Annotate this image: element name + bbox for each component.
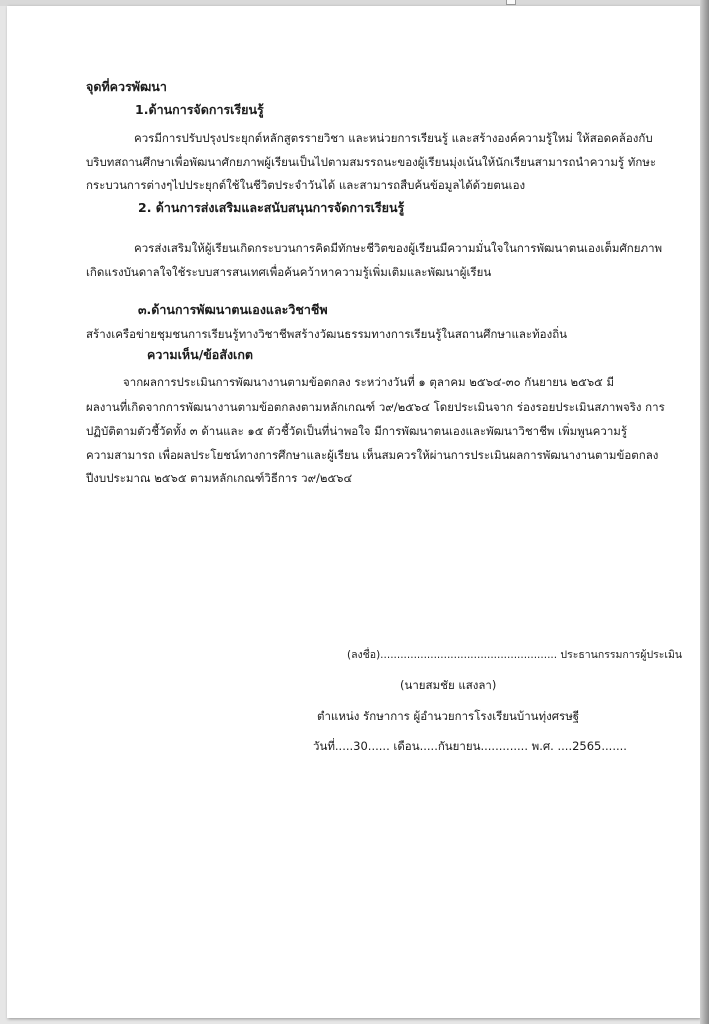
section2-title: 2. ด้านการส่งเสริมและสนับสนุนการจัดการเรียนรู้ xyxy=(138,200,405,215)
opinion-title: ความเห็น/ข้อสังเกต xyxy=(147,347,254,362)
section1-line-1: ควรมีการปรับปรุงประยุกต์หลักสูตรรายวิชา และหน่วยการเรียนรู้ และสร้างองค์ความรู้ใหม่ ให้สอดคล้องกับ xyxy=(134,131,653,145)
section3-line-1: สร้างเครือข่ายชุมชนการเรียนรู้ทางวิชาชีพสร้างวัฒนธรรมทางการเรียนรู้ในสถานศึกษาและท้องถิ่น xyxy=(86,327,568,341)
opinion-line-1: จากผลการประเมินการพัฒนางานตามข้อตกลง ระหว่างวันที่ ๑ ตุลาคม ๒๕๖๔-๓๐ กันยายน ๒๕๖๕ มี xyxy=(123,375,615,389)
section1-line-2: บริบทสถานศึกษาเพื่อพัฒนาศักยภาพผู้เรียนเป็นไปตามสมรรถนะของผู้เรียนมุ่งเน้นให้นักเรียนสามารถนำความรู้ ทักษะ xyxy=(86,155,657,169)
signer-name: (นายสมชัย แสงลา) xyxy=(400,678,497,692)
signature-date: วันที่.....30...... เดือน.....กันยายน............. พ.ศ. ....2565....... xyxy=(313,739,627,753)
opinion-line-4: ความสามารถ เพื่อผลประโยชน์ทางการศึกษาและผู้เรียน เห็นสมควรให้ผ่านการประเมินผลการพัฒนางานตามข้อตกลง xyxy=(86,448,659,462)
signature-line: (ลงชื่อ)..................................................... ประธานกรรมการผู้ประเมิน xyxy=(347,649,683,661)
section2-line-1: ควรส่งเสริมให้ผู้เรียนเกิดกระบวนการคิดมีทักษะชีวิตของผู้เรียนมีความมั่นใจในการพัฒนาตนเองเต็มศักยภาพ xyxy=(134,241,663,255)
opinion-line-3: ปฏิบัติตามตัวชี้วัดทั้ง ๓ ด้านและ ๑๕ ตัวชี้วัดเป็นที่น่าพอใจ มีการพัฒนาตนเองและพัฒนาวิชาชีพ เพิ่มพูนความรู้ xyxy=(86,424,628,438)
heading: จุดที่ควรพัฒนา xyxy=(86,79,167,94)
opinion-line-5: ปีงบประมาณ ๒๕๖๕ ตามหลักเกณฑ์วิธีการ ว๙/๒๕๖๔ xyxy=(86,471,353,485)
section3-title: ๓.ด้านการพัฒนาตนเองและวิชาชีพ xyxy=(138,302,328,317)
document-page xyxy=(7,6,700,1018)
viewer-scroll-edge xyxy=(700,0,709,1024)
section2-line-2: เกิดแรงบันดาลใจใช้ระบบสารสนเทศเพื่อค้นคว้าหาความรู้เพิ่มเติมและพัฒนาผู้เรียน xyxy=(86,265,492,279)
opinion-line-2: ผลงานที่เกิดจากการพัฒนางานตามข้อตกลงตามหลักเกณฑ์ ว๙/๒๕๖๔ โดยประเมินจาก ร่องรอยประเมินสภาพจริง การ xyxy=(86,400,665,414)
signer-position: ตำแหน่ง รักษาการ ผู้อำนวยการโรงเรียนบ้านทุ่งศรษฐี xyxy=(317,709,580,723)
scroll-marker[interactable] xyxy=(506,0,516,5)
section1-title: 1.ด้านการจัดการเรียนรู้ xyxy=(135,102,264,117)
section1-line-3: กระบวนการต่างๆไปประยุกต์ใช้ในชีวิตประจำวันได้ และสามารถสืบค้นข้อมูลได้ด้วยตนเอง xyxy=(86,178,526,192)
